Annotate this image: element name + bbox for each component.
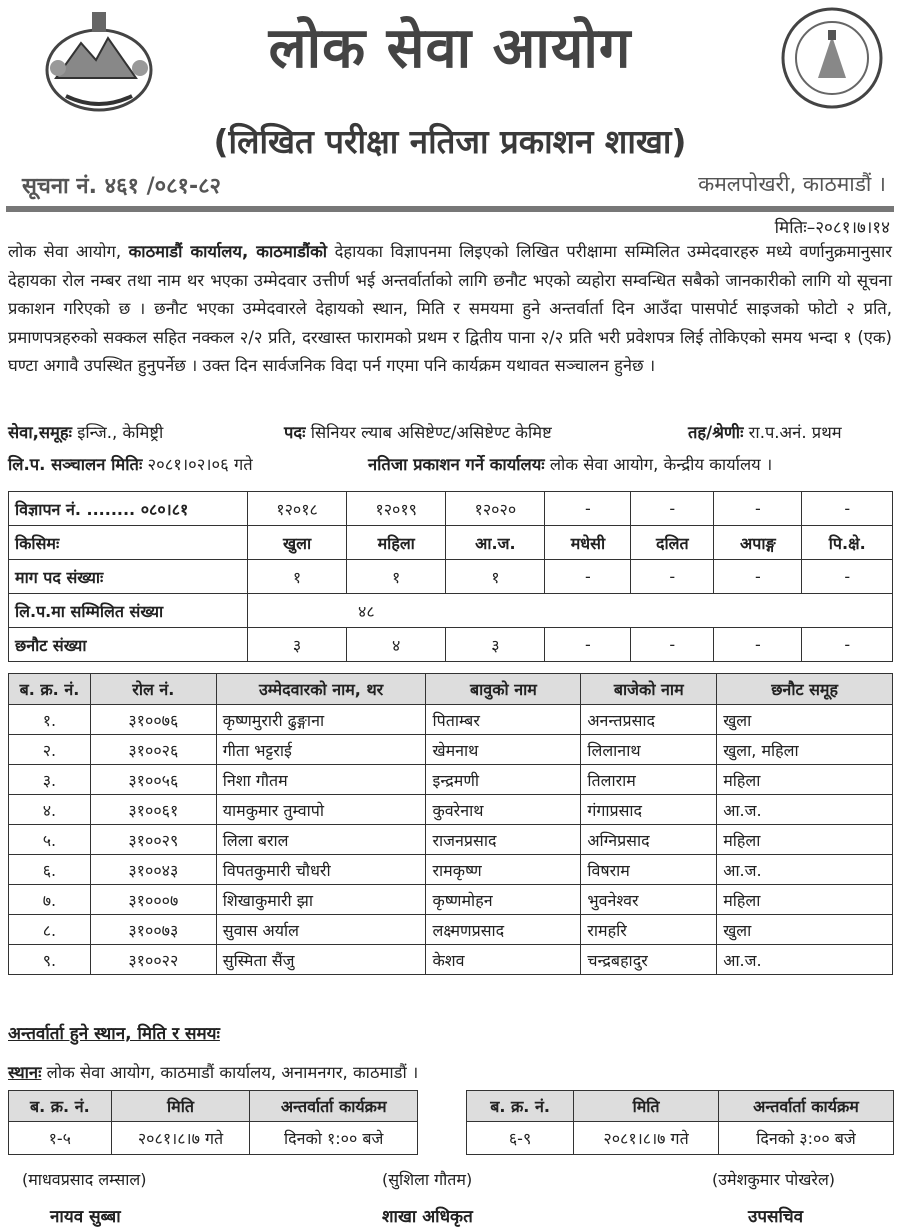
column-header: बावुको नाम — [426, 674, 581, 705]
table-cell: खुला — [717, 915, 893, 945]
table-cell: खुला — [717, 705, 893, 735]
ad-cell: आ.ज. — [446, 526, 545, 560]
table-cell: राजनप्रसाद — [426, 825, 581, 855]
schedule-time: दिनको १:०० बजे — [250, 1122, 418, 1155]
ad-cell: - — [802, 492, 893, 526]
notice-body — [8, 238, 892, 381]
table-cell: ३१००६१ — [90, 795, 216, 825]
results-table — [8, 673, 893, 975]
table-cell: इन्द्रमणी — [426, 765, 581, 795]
level-label: तह/श्रेणीः — [688, 423, 744, 442]
venue-label: स्थानः — [8, 1063, 42, 1082]
table-cell: यामकुमार तुम्वापो — [216, 795, 426, 825]
table-row — [9, 915, 893, 945]
table-cell: विषराम — [581, 855, 717, 885]
table-cell: ३१००२९ — [90, 825, 216, 855]
table-cell: कृष्णमोहन — [426, 885, 581, 915]
ad-cell: १ — [248, 560, 347, 594]
intro-rest: देहायका विज्ञापनमा लिइएको लिखित परीक्षामा सम्मिलित उम्मेदवारहरु मध्ये वर्णानुक्रमानुसार देहायका रोल नम्बर तथा नाम थर भएका उम्मेदवार उत्तीर्ण भई अन्तर्वार्ताको लागि छनौट भएको व्यहोरा सम्वन्धित सबैको जानकारीको लागि यो सूचना प्रकाशन गरिएको छ । छनौट भएका उम्मेदवारले देहायको स्थान, मिति र समयमा हुने अन्तर्वार्ता दिन आउँदा पासपोर्ट साइजको फोटो २ प्रति, प्रमाणपत्रहरुको सक्कल सहित नक्कल २/२ प्रति, दरखास्त फारामको प्रथम र द्वितीय पाना २/२ प्रति भरी प्रवेशपत्र लिई तोकिएको समय भन्दा १ (एक) घण्टा अगावै उपस्थित हुनुपर्नेछ । उक्त दिन सार्वजनिक विदा पर्न गएमा पनि कार्यक्रम यथावत सञ्चालन हुनेछ । — [8, 242, 892, 376]
schedule-time: दिनको ३:०० बजे — [718, 1122, 893, 1155]
ad-cell: खुला — [248, 526, 347, 560]
table-cell: महिला — [717, 765, 893, 795]
table-cell: ३१००७३ — [90, 915, 216, 945]
ad-row-selected — [9, 628, 893, 662]
office-location: कमलपोखरी, काठमाडौं । — [698, 172, 886, 196]
venue-value: लोक सेवा आयोग, काठमाडौं कार्यालय, अनामनगर, काठमाडौं । — [41, 1063, 419, 1082]
ad-label: लि.प.मा सम्मिलित संख्या — [9, 594, 248, 628]
table-cell: ३१००५६ — [90, 765, 216, 795]
table-cell: लिलानाथ — [581, 735, 717, 765]
ad-cell: १ — [446, 560, 545, 594]
table-cell: अनन्तप्रसाद — [581, 705, 717, 735]
table-row — [9, 825, 893, 855]
table-cell: गीता भट्टराई — [216, 735, 426, 765]
intro-prefix: लोक सेवा आयोग, — [8, 242, 129, 261]
service-value: इन्जि., केमिष्ट्री — [77, 423, 164, 442]
table-cell: आ.ज. — [717, 945, 893, 975]
table-cell: १. — [9, 705, 91, 735]
ad-cell: - — [802, 628, 893, 662]
header-divider — [6, 206, 894, 212]
table-cell: सुस्मिता सैंजु — [216, 945, 426, 975]
ad-cell: - — [714, 628, 802, 662]
table-cell: निशा गौतम — [216, 765, 426, 795]
column-header: ब. क्र. नं. — [9, 1091, 112, 1122]
table-cell: महिला — [717, 825, 893, 855]
table-cell: लिला बराल — [216, 825, 426, 855]
ad-cell: ३ — [446, 628, 545, 662]
ad-cell: १२०१८ — [248, 492, 347, 526]
table-cell: कृष्णमुरारी ढुङ्गाना — [216, 705, 426, 735]
signatory-name-1: (माधवप्रसाद लम्साल) — [22, 1170, 147, 1189]
column-header: अन्तर्वार्ता कार्यक्रम — [718, 1091, 893, 1122]
ad-row-demand — [9, 560, 893, 594]
interview-heading: अन्तर्वार्ता हुने स्थान, मिति र समयः — [8, 1024, 220, 1044]
schedule-row — [467, 1122, 894, 1155]
post-label: पदः — [284, 423, 306, 442]
org-title: लोक सेवा आयोग — [268, 16, 632, 81]
column-header: बाजेको नाम — [581, 674, 717, 705]
signatory-title-1: नायव सुब्बा — [50, 1207, 121, 1227]
table-cell: महिला — [717, 885, 893, 915]
ad-cell: - — [631, 628, 714, 662]
ad-cell: अपाङ्ग — [714, 526, 802, 560]
level — [688, 420, 842, 443]
table-cell: कुवरेनाथ — [426, 795, 581, 825]
ad-label: किसिमः — [9, 526, 248, 560]
notice-date: मितिः–२०८१।७।१४ — [774, 218, 890, 238]
ad-cell: - — [802, 560, 893, 594]
table-cell: गंगाप्रसाद — [581, 795, 717, 825]
column-header: ब. क्र. नं. — [467, 1091, 574, 1122]
table-cell: ३१००२६ — [90, 735, 216, 765]
column-header: छनौट समूह — [717, 674, 893, 705]
table-cell: भुवनेश्वर — [581, 885, 717, 915]
ad-cell: - — [714, 560, 802, 594]
signatory-name-3: (उमेशकुमार पोखरेल) — [712, 1170, 836, 1189]
schedule-serial: १-५ — [9, 1122, 112, 1155]
table-cell: आ.ज. — [717, 795, 893, 825]
schedule-row — [9, 1122, 418, 1155]
ad-cell: - — [545, 628, 631, 662]
office-value: लोक सेवा आयोग, केन्द्रीय कार्यालय । — [549, 455, 773, 474]
schedule-header-row — [467, 1091, 894, 1122]
exam-date — [8, 452, 253, 475]
column-header: ब. क्र. नं. — [9, 674, 91, 705]
table-cell: ३१००७६ — [90, 705, 216, 735]
table-cell: चन्द्रबहादुर — [581, 945, 717, 975]
signatory-title-2: शाखा अधिकृत — [382, 1207, 473, 1227]
ad-row-type — [9, 526, 893, 560]
interview-schedule-table-1 — [8, 1090, 418, 1155]
advertisement-table — [8, 491, 893, 662]
intro-office: काठमाडौं कार्यालय, काठमाडौंको — [128, 242, 328, 261]
table-cell: ८. — [9, 915, 91, 945]
ad-cell: - — [545, 560, 631, 594]
ad-label: विज्ञापन नं. ........ ०८०।८१ — [9, 492, 248, 526]
results-header-row — [9, 674, 893, 705]
table-row — [9, 705, 893, 735]
notice-number: सूचना नं. ४६१ /०८१-८२ — [22, 174, 221, 199]
table-cell: ३१००२२ — [90, 945, 216, 975]
ad-cell: - — [545, 492, 631, 526]
ad-cell: - — [631, 560, 714, 594]
table-cell: अग्निप्रसाद — [581, 825, 717, 855]
branch-title: (लिखित परीक्षा नतिजा प्रकाशन शाखा) — [213, 122, 687, 161]
ad-cell: - — [631, 492, 714, 526]
interview-venue — [8, 1060, 418, 1083]
table-cell: ३१०००७ — [90, 885, 216, 915]
table-cell: सुवास अर्याल — [216, 915, 426, 945]
column-header: अन्तर्वार्ता कार्यक्रम — [250, 1091, 418, 1122]
ad-cell: ४ — [347, 628, 446, 662]
table-cell: ५. — [9, 825, 91, 855]
office-label: नतिजा प्रकाशन गर्ने कार्यालयः — [368, 455, 545, 474]
table-cell: ४. — [9, 795, 91, 825]
ad-cell: ३ — [248, 628, 347, 662]
schedule-header-row — [9, 1091, 418, 1122]
table-cell: पिताम्बर — [426, 705, 581, 735]
exam-date-value: २०८१।०२।०६ गते — [147, 455, 253, 474]
table-cell: ७. — [9, 885, 91, 915]
interview-schedule-table-2 — [466, 1090, 894, 1155]
signatory-title-3: उपसचिव — [748, 1207, 804, 1227]
table-cell: ३१००४३ — [90, 855, 216, 885]
column-header: उम्मेदवारको नाम, थर — [216, 674, 426, 705]
ad-cell: पि.क्षे. — [802, 526, 893, 560]
table-cell: रामहरि — [581, 915, 717, 945]
ad-cell: १ — [347, 560, 446, 594]
table-row — [9, 765, 893, 795]
ad-row-number — [9, 492, 893, 526]
table-cell: खेमनाथ — [426, 735, 581, 765]
table-cell: शिखाकुमारी झा — [216, 885, 426, 915]
table-cell: ३. — [9, 765, 91, 795]
table-row — [9, 855, 893, 885]
exam-date-label: लि.प. सञ्चालन मितिः — [8, 455, 143, 474]
table-row — [9, 795, 893, 825]
result-office — [368, 452, 772, 475]
level-value: रा.प.अनं. प्रथम — [748, 423, 842, 442]
ad-label: माग पद संख्याः — [9, 560, 248, 594]
table-row — [9, 885, 893, 915]
table-cell: विपतकुमारी चौधरी — [216, 855, 426, 885]
table-cell: ६. — [9, 855, 91, 885]
ad-cell: १२०१९ — [347, 492, 446, 526]
table-cell: ९. — [9, 945, 91, 975]
ad-row-participants — [9, 594, 893, 628]
table-cell: खुला, महिला — [717, 735, 893, 765]
schedule-date: २०८१।८।७ गते — [574, 1122, 719, 1155]
column-header: मिति — [111, 1091, 250, 1122]
table-row — [9, 945, 893, 975]
table-cell: तिलाराम — [581, 765, 717, 795]
post — [284, 420, 552, 443]
table-cell: रामकृष्ण — [426, 855, 581, 885]
column-header: मिति — [574, 1091, 719, 1122]
column-header: रोल नं. — [90, 674, 216, 705]
table-cell: लक्ष्मणप्रसाद — [426, 915, 581, 945]
table-cell: आ.ज. — [717, 855, 893, 885]
schedule-serial: ६-९ — [467, 1122, 574, 1155]
table-cell: २. — [9, 735, 91, 765]
ad-cell: मधेसी — [545, 526, 631, 560]
ad-cell: दलित — [631, 526, 714, 560]
ad-merged-cell: ४८ — [248, 594, 893, 628]
results-body — [9, 705, 893, 975]
signatory-name-2: (सुशिला गौतम) — [382, 1170, 473, 1189]
table-row — [9, 735, 893, 765]
ad-cell: महिला — [347, 526, 446, 560]
ad-cell: १२०२० — [446, 492, 545, 526]
ad-label: छनौट संख्या — [9, 628, 248, 662]
ad-cell: - — [714, 492, 802, 526]
schedule-date: २०८१।८।७ गते — [111, 1122, 250, 1155]
table-cell: केशव — [426, 945, 581, 975]
service-label: सेवा,समूहः — [8, 423, 72, 442]
post-value: सिनियर ल्याब असिष्टेण्ट/असिष्टेण्ट केमिष्ट — [310, 423, 552, 442]
service-group — [8, 420, 163, 443]
